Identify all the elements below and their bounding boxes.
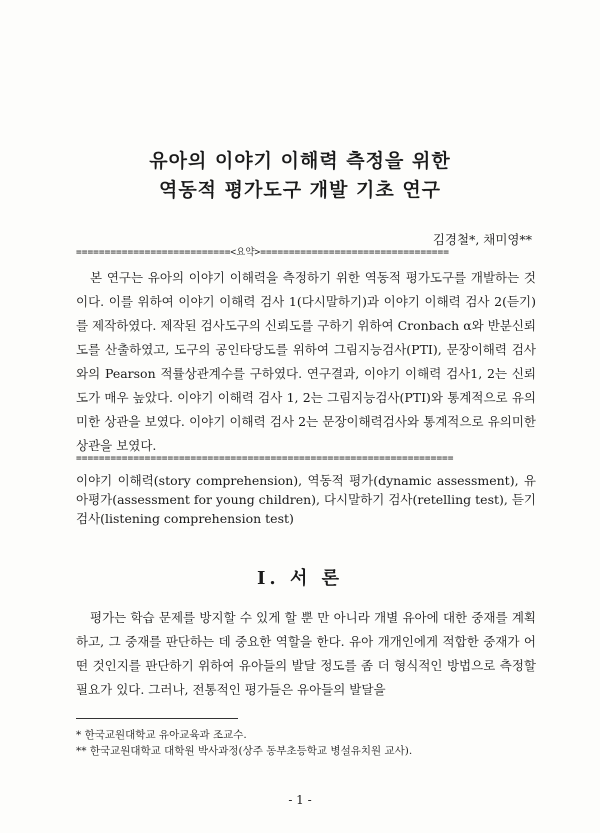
keywords: 이야기 이해력(story comprehension), 역동적 평가(dynamic assessment), 유아평가(assessment for young children), 다시말하기 검사(retelling test), 듣기 검사(listening comprehension test) bbox=[76, 473, 536, 526]
author-list: 김경철*, 채미영** bbox=[432, 232, 532, 247]
footnote-rule bbox=[76, 718, 238, 719]
body-paragraph: 평가는 학습 문제를 방지할 수 있게 할 뿐 만 아니라 개별 유아에 대한 중재를 계획하고, 그 중재를 판단하는 데 중요한 역할을 한다. 유아 개개인에게 적합한 중재가 어떤 것인지를 판단하기 위하여 유아들의 발달 정도를 좀 더 형식적인 방법으로 측정할 필요가 있다. 그러나, 전통적인 평가들은 유아들의 발달을 bbox=[76, 610, 536, 697]
section-heading-introduction: I. 서 론 bbox=[257, 568, 343, 589]
page-number: - 1 - bbox=[288, 793, 312, 807]
footnote-2: ** 한국교원대학교 대학원 박사과정(상주 동부초등학교 병설유치원 교사). bbox=[76, 745, 413, 757]
abstract-end-separator: ================================================================== bbox=[76, 453, 454, 464]
paper-title-line2: 역동적 평가도구 개발 기초 연구 bbox=[158, 179, 442, 201]
footnote-1: * 한국교원대학교 유아교육과 조교수. bbox=[76, 729, 247, 741]
abstract-text: 본 연구는 유아의 이야기 이해력을 측정하기 위한 역동적 평가도구를 개발하는 것이다. 이를 위하여 이야기 이해력 검사 1(다시말하기)과 이야기 이해력 검사 2(듣기)를 제작하였다. 제작된 검사도구의 신뢰도를 구하기 위하여 Cronbach α와 반분신뢰도를 산출하였고, 도구의 공인타당도를 위하여 그림지능검사(PTI), 문장이해력 검사와의 Pearson 적률상관계수를 구하였다. 연구결과, 이야기 이해력 검사1, 2는 신뢰도가 매우 높았다. 이야기 이해력 검사 1, 2는 그림지능검사(PTI)와 통계적으로 유의미한 상관을 보였다. 이야기 이해력 검사 2는 문장이해력검사와 통계적으로 유의미한 상관을 보였다. bbox=[76, 270, 536, 453]
paper-title-line1: 유아의 이야기 이해력 측정을 위한 bbox=[149, 150, 451, 172]
abstract-separator: ===========================<요약>================================= bbox=[76, 247, 449, 258]
